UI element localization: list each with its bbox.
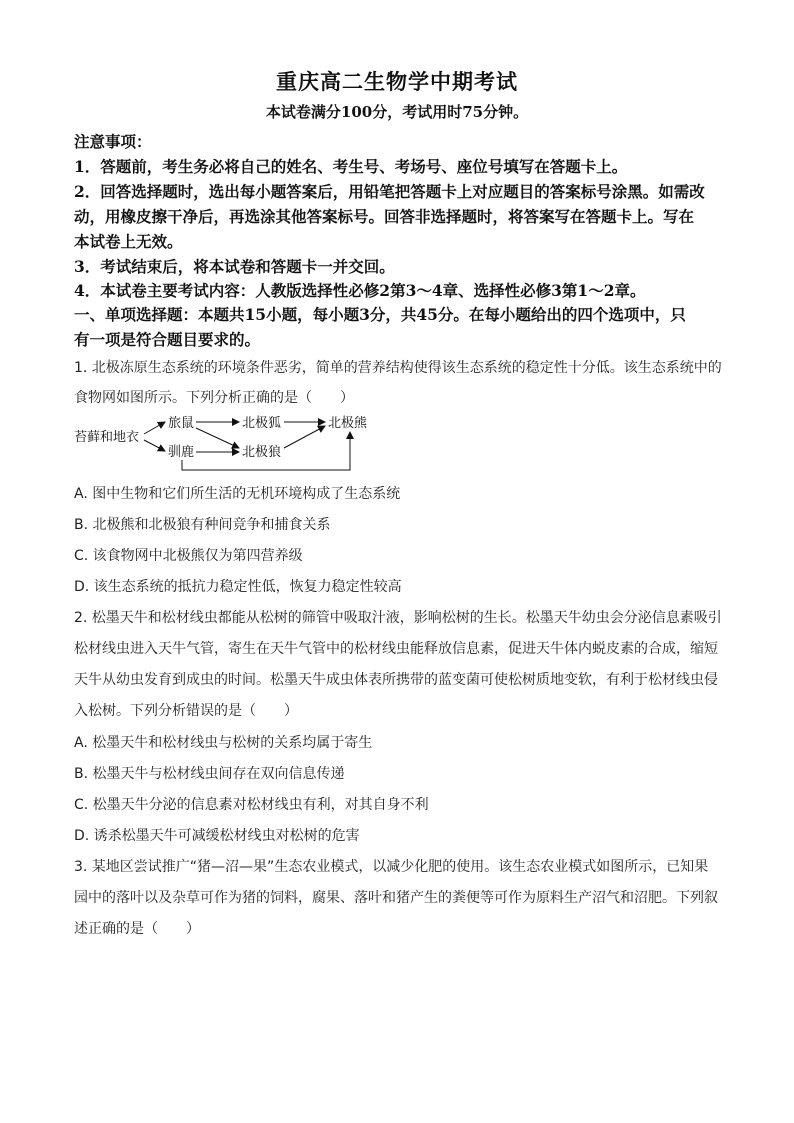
exam-subtitle: 本试卷满分100分，考试用时75分钟。 [265,103,529,121]
notice-item-1: 1．答题前，考生务必将自己的姓名、考生号、考场号、座位号填写在答题卡上。 [74,157,628,176]
section-heading-cont: 有一项是符合题目要求的。 [74,330,261,349]
notice-item-3: 3．考试结束后，将本试卷和答题卡一并交回。 [74,257,395,276]
node-polar-bear: 北极熊 [328,416,368,431]
q3-stem-line-1: 3. 某地区尝试推广“猪—沼—果”生态农业模式，以减少化肥的使用。该生态农业模式如图所示，已知果 [74,859,709,875]
node-arctic-wolf: 北极狼 [242,445,282,460]
notice-item-2-cont: 动，用橡皮擦干净后，再选涂其他答案标号。回答非选择题时，将答案写在答题卡上。写在 [74,207,695,226]
q2-option-a: A. 松墨天牛和松材线虫与松树的关系均属于寄生 [74,735,373,751]
q2-stem-line-3: 天牛从幼虫发育到成虫的时间。松墨天牛成虫体表所携带的蓝变菌可使松树质地变软，有利于松材线虫侵 [74,672,718,688]
exam-title: 重庆高二生物学中期考试 [276,69,518,94]
q1-option-d: D. 该生态系统的抵抗力稳定性低，恢复力稳定性较高 [74,579,402,595]
node-lemming: 旅鼠 [168,416,195,431]
notice-item-4: 4．本试卷主要考试内容：人教版选择性必修2第3～4章、选择性必修3第1～2章。 [74,281,646,300]
q2-option-c: C. 松墨天牛分泌的信息素对松材线虫有利，对其自身不利 [74,797,429,813]
q1-option-b: B. 北极熊和北极狼有种间竞争和捕食关系 [74,517,331,533]
arrow-moss-reindeer [144,440,165,451]
notice-heading: 注意事项： [74,132,152,151]
q2-stem-line-4: 入松树。下列分析错误的是（ ） [74,703,298,719]
q2-stem-line-2: 松材线虫进入天牛气管，寄生在天牛气管中的松材线虫能释放信息素，促进天牛体内蜕皮素的合成，缩短 [74,641,718,657]
q1-stem-line-2: 食物网如图所示。下列分析正确的是（ ） [74,390,354,406]
arrow-lemming-wolf [196,428,239,448]
arrow-wolf-bear [284,426,325,448]
q1-option-a: A. 图中生物和它们所生活的无机环境构成了生态系统 [74,486,401,502]
section-heading: 一、单项选择题：本题共15小题，每小题3分，共45分。在每小题给出的四个选项中，只 [74,305,686,324]
q3-stem-line-3: 述正确的是（ ） [74,921,200,937]
food-web-diagram [72,408,372,474]
notice-item-2-end: 本试卷上无效。 [74,232,183,251]
q2-stem-line-1: 2. 松墨天牛和松材线虫都能从松树的筛管中吸取汁液，影响松树的生长。松墨天牛幼虫会分泌信息素吸引 [74,610,722,626]
node-arctic-fox: 北极狐 [242,416,282,431]
arrow-moss-lemming [144,422,165,434]
notice-item-2: 2．回答选择题时，选出每小题答案后，用铅笔把答题卡上对应题目的答案标号涂黑。如需改 [74,182,705,201]
node-moss-lichen: 苔藓和地衣 [74,430,140,445]
q1-option-c: C. 该食物网中北极熊仅为第四营养级 [74,548,303,564]
node-reindeer: 驯鹿 [168,445,195,460]
q3-stem-line-2: 园中的落叶以及杂草可作为猪的饲料，腐果、落叶和猪产生的粪便等可作为原料生产沼气和沼肥。下列叙 [74,890,718,906]
q1-stem-line-1: 1. 北极冻原生态系统的环境条件恶劣，简单的营养结构使得该生态系统的稳定性十分低。该生态系统中的 [74,360,722,376]
q2-option-b: B. 松墨天牛与松材线虫间存在双向信息传递 [74,766,345,782]
q2-option-d: D. 诱杀松墨天牛可减缓松材线虫对松树的危害 [74,828,360,844]
